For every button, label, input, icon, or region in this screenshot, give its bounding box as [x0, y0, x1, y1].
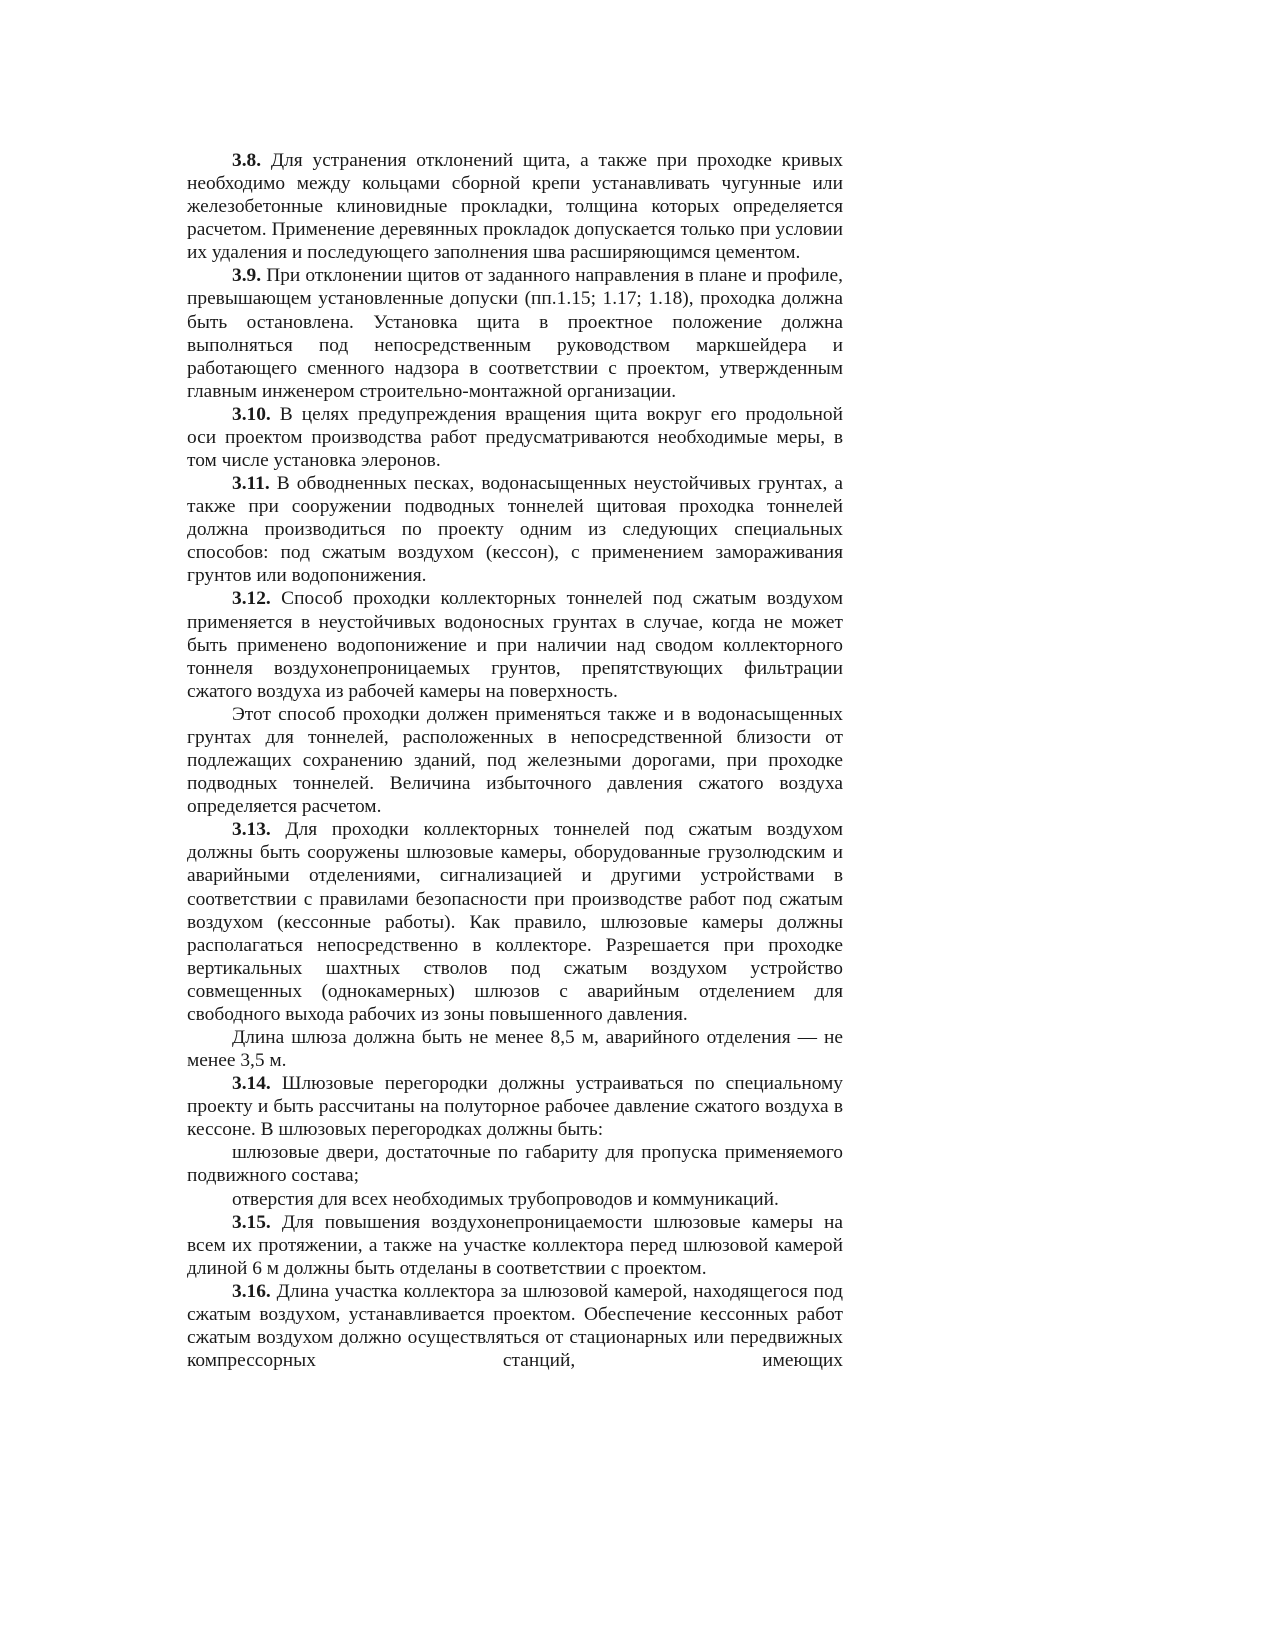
paragraph-3-14-item-1: [187, 1141, 843, 1187]
paragraph-3-10: [187, 403, 843, 472]
clause-number: 3.10.: [232, 403, 271, 425]
paragraph-text: Для проходки коллекторных тоннелей под сжатым воздухом должны быть сооружены шлюзовые камеры, оборудованные грузолюдским и аварийными отделениями, сигнализацией и другими устройствами в соответствии с правилами безопасности при производстве работ под сжатым воздухом (кессонные работы). Как правило, шлюзовые камеры должны располагаться непосредственно в коллекторе. Разрешается при проходке вертикальных шахтных стволов под сжатым воздухом устройство совмещенных (однокамерных) шлюзов с аварийным отделением для свободного выхода рабочих из зоны повышенного давления.: [187, 819, 843, 1025]
paragraph-text: Этот способ проходки должен применяться также и в водонасыщенных грунтах для тоннелей, расположенных в непосредственной близости от подлежащих сохранению зданий, под железными дорогами, при проходке подводных тоннелей. Величина избыточного давления сжатого воздуха определяется расчетом.: [187, 703, 843, 818]
paragraph-3-13-continued: [187, 1026, 843, 1072]
paragraph-3-12-continued: [187, 703, 843, 818]
paragraph-text: Шлюзовые перегородки должны устраиваться по специальному проекту и быть рассчитаны на полуторное рабочее давление сжатого воздуха в кессоне. В шлюзовых перегородках должны быть:: [187, 1073, 843, 1141]
paragraph-text: Способ проходки коллекторных тоннелей под сжатым воздухом применяется в неустойчивых водоносных грунтах в случае, когда не может быть применено водопонижение и при наличии над сводом коллекторного тоннеля воздухонепроницаемых грунтов, препятствующих фильтрации сжатого воздуха из рабочей камеры на поверхность.: [187, 588, 843, 702]
paragraph-text: В обводненных песках, водонасыщенных неустойчивых грунтах, а также при сооружении подводных тоннелей щитовая проходка тоннелей должна производиться по проекту одним из следующих специальных способов: под сжатым воздухом (кессон), с применением замораживания грунтов или водопонижения.: [187, 473, 843, 587]
clause-number: 3.9.: [232, 265, 262, 287]
paragraph-text: В целях предупреждения вращения щита вокруг его продольной оси проектом производства работ предусматриваются необходимые меры, в том числе установка элеронов.: [187, 403, 843, 472]
paragraph-text: Длина участка коллектора за шлюзовой камерой, находящегося под сжатым воздухом, устанавливается проектом. Обеспечение кессонных работ сжатым воздухом должно осуществляться от стационарных или передвижных компрессорных станций, имеющих: [187, 1280, 843, 1372]
clause-number: 3.13.: [232, 819, 271, 841]
clause-number: 3.15.: [232, 1211, 271, 1233]
paragraph-3-11: [187, 472, 843, 587]
clause-number: 3.16.: [232, 1280, 271, 1302]
paragraph-text: отверстия для всех необходимых трубопроводов и коммуникаций.: [232, 1188, 779, 1210]
paragraph-text: Для повышения воздухонепроницаемости шлюзовые камеры на всем их протяжении, а также на участке коллектора перед шлюзовой камерой длиной 6 м должны быть отделаны в соответствии с проектом.: [187, 1211, 843, 1279]
paragraph-text: Длина шлюза должна быть не менее 8,5 м, аварийного отделения — не менее 3,5 м.: [187, 1026, 843, 1072]
paragraph-text: При отклонении щитов от заданного направления в плане и профиле, превышающем установленные допуски (пп.1.15; 1.17; 1.18), проходка должна быть остановлена. Установка щита в проектное положение должна выполняться под непосредственным руководством маркшейдера и работающего сменного надзора в соответствии с проектом, утвержденным главным инженером строительно-монтажной организации.: [187, 265, 843, 402]
paragraph-3-16: [187, 1280, 843, 1372]
clause-number: 3.11.: [232, 473, 270, 495]
paragraph-3-15: [187, 1211, 843, 1280]
clause-number: 3.14.: [232, 1073, 271, 1095]
clause-number: 3.12.: [232, 588, 271, 610]
paragraph-text: Для устранения отклонений щита, а также при проходке кривых необходимо между кольцами сборной крепи устанавливать чугунные или железобетонные клиновидные прокладки, толщина которых определяется расчетом. Применение деревянных прокладок допускается только при условии их удаления и последующего заполнения шва расширяющимся цементом.: [187, 150, 843, 264]
paragraph-text: шлюзовые двери, достаточные по габариту для пропуска применяемого подвижного состава;: [187, 1142, 843, 1187]
document-page: [187, 149, 843, 1372]
paragraph-3-13: [187, 818, 843, 1026]
paragraph-3-14-item-2: [187, 1188, 843, 1211]
paragraph-3-9: [187, 264, 843, 402]
paragraph-3-12: [187, 587, 843, 702]
clause-number: 3.8.: [232, 150, 262, 171]
paragraph-3-8: [187, 149, 843, 264]
paragraph-3-14: [187, 1072, 843, 1141]
